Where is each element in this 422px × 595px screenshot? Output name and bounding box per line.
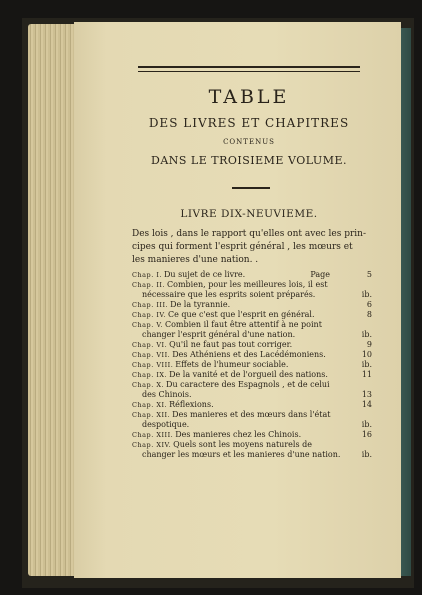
chapter-row — [132, 390, 372, 400]
chapter-row — [132, 350, 372, 360]
chapter-row — [132, 440, 372, 450]
chapter-label: Chap. IX. — [132, 371, 168, 379]
chapter-title: despotique. — [142, 420, 190, 429]
top-double-rule — [138, 66, 360, 72]
chapter-label: Chap. XII. — [132, 411, 171, 419]
chapter-label: Chap. II. — [132, 281, 166, 289]
chapter-label: Chap. V. — [132, 321, 163, 329]
section-rule — [232, 187, 270, 189]
chapter-page: 13 — [361, 390, 372, 399]
chapter-page: 14 — [361, 400, 372, 409]
chapter-title: De la tyrannie. — [170, 300, 231, 309]
chapter-title: Ce que c'est que l'esprit en général. — [168, 310, 315, 319]
chapter-label: Chap. X. — [132, 381, 165, 389]
chapter-title: Réflexions. — [169, 400, 214, 409]
chapter-row — [132, 270, 372, 280]
chapter-page: ib. — [361, 450, 372, 459]
chapter-label: Chap. XI. — [132, 401, 168, 409]
chapter-label: Chap. VI. — [132, 341, 168, 349]
chapter-row — [132, 410, 372, 420]
chapter-page: ib. — [361, 360, 372, 369]
chapter-row — [132, 330, 372, 340]
chapter-row — [132, 430, 372, 440]
chapter-row — [132, 310, 372, 320]
intro-line: les manieres d'une nation. . — [132, 255, 259, 265]
chapter-page: 10 — [361, 350, 372, 359]
chapter-label: Chap. III. — [132, 301, 169, 309]
chapter-title: nécessaire que les esprits soient préparés. — [142, 290, 316, 299]
chapter-title: Du sujet de ce livre. — [163, 270, 246, 279]
chapter-row — [132, 420, 372, 430]
chapter-page: 8 — [366, 310, 372, 319]
livre-intro — [132, 228, 372, 267]
chapter-title: Des manieres et des mœurs dans l'état — [172, 410, 331, 419]
intro-line: cipes qui forment l'esprit général , les mœurs et — [132, 242, 353, 252]
chapter-row — [132, 380, 372, 390]
chapter-title: changer les mœurs et les manieres d'une nation. — [142, 450, 341, 459]
chapter-page: 11 — [361, 370, 372, 379]
subtitle-livres: DES LIVRES ET CHAPITRES — [148, 116, 350, 130]
chapter-row — [132, 300, 372, 310]
chapter-label: Chap. XIV. — [132, 441, 172, 449]
chapter-row — [132, 370, 372, 380]
chapter-label: Chap. VIII. — [132, 361, 174, 369]
chapter-title: Combien, pour les meilleures lois, il est — [167, 280, 328, 289]
page-column-header: Page — [310, 270, 330, 279]
chapter-page: 6 — [366, 300, 372, 309]
chapter-label: Chap. XIII. — [132, 431, 174, 439]
chapter-label: Chap. IV. — [132, 311, 167, 319]
chapter-page: ib. — [361, 420, 372, 429]
chapter-row — [132, 290, 372, 300]
chapter-page: ib. — [361, 290, 372, 299]
chapter-row — [132, 340, 372, 350]
page-edges — [28, 24, 80, 576]
chapter-title: Quels sont les moyens naturels de — [173, 440, 312, 449]
livre-heading: LIVRE DIX-NEUVIEME. — [180, 208, 318, 220]
subtitle-contenus: CONTENUS — [223, 138, 275, 146]
chapter-title: des Chinois. — [142, 390, 192, 399]
chapter-page: 16 — [361, 430, 372, 439]
chapter-title: Des manieres chez les Chinois. — [175, 430, 302, 439]
intro-line: Des lois , dans le rapport qu'elles ont avec les prin- — [132, 229, 367, 239]
chapter-page: 5 — [366, 270, 372, 279]
chapter-label: Chap. VII. — [132, 351, 171, 359]
chapter-title: Effets de l'humeur sociable. — [175, 360, 289, 369]
book-page — [74, 22, 401, 578]
chapter-row — [132, 320, 372, 330]
chapter-row — [132, 360, 372, 370]
chapter-page: ib. — [361, 330, 372, 339]
page-title: TABLE — [208, 86, 290, 108]
chapter-page: 9 — [366, 340, 372, 349]
chapter-row — [132, 280, 372, 290]
chapter-list — [132, 270, 372, 460]
chapter-title: Des Athéniens et des Lacédémoniens. — [172, 350, 326, 359]
chapter-label: Chap. I. — [132, 271, 162, 279]
chapter-title: Qu'il ne faut pas tout corriger. — [169, 340, 293, 349]
chapter-title: Du caractere des Espagnols , et de celui — [166, 380, 330, 389]
chapter-row — [132, 400, 372, 410]
chapter-title: Combien il faut être attentif à ne point — [164, 320, 322, 329]
subtitle-volume: DANS LE TROISIEME VOLUME. — [151, 154, 347, 167]
chapter-row — [132, 450, 372, 460]
chapter-title: De la vanité et de l'orgueil des nations. — [169, 370, 328, 379]
chapter-title: changer l'esprit général d'une nation. — [142, 330, 296, 339]
